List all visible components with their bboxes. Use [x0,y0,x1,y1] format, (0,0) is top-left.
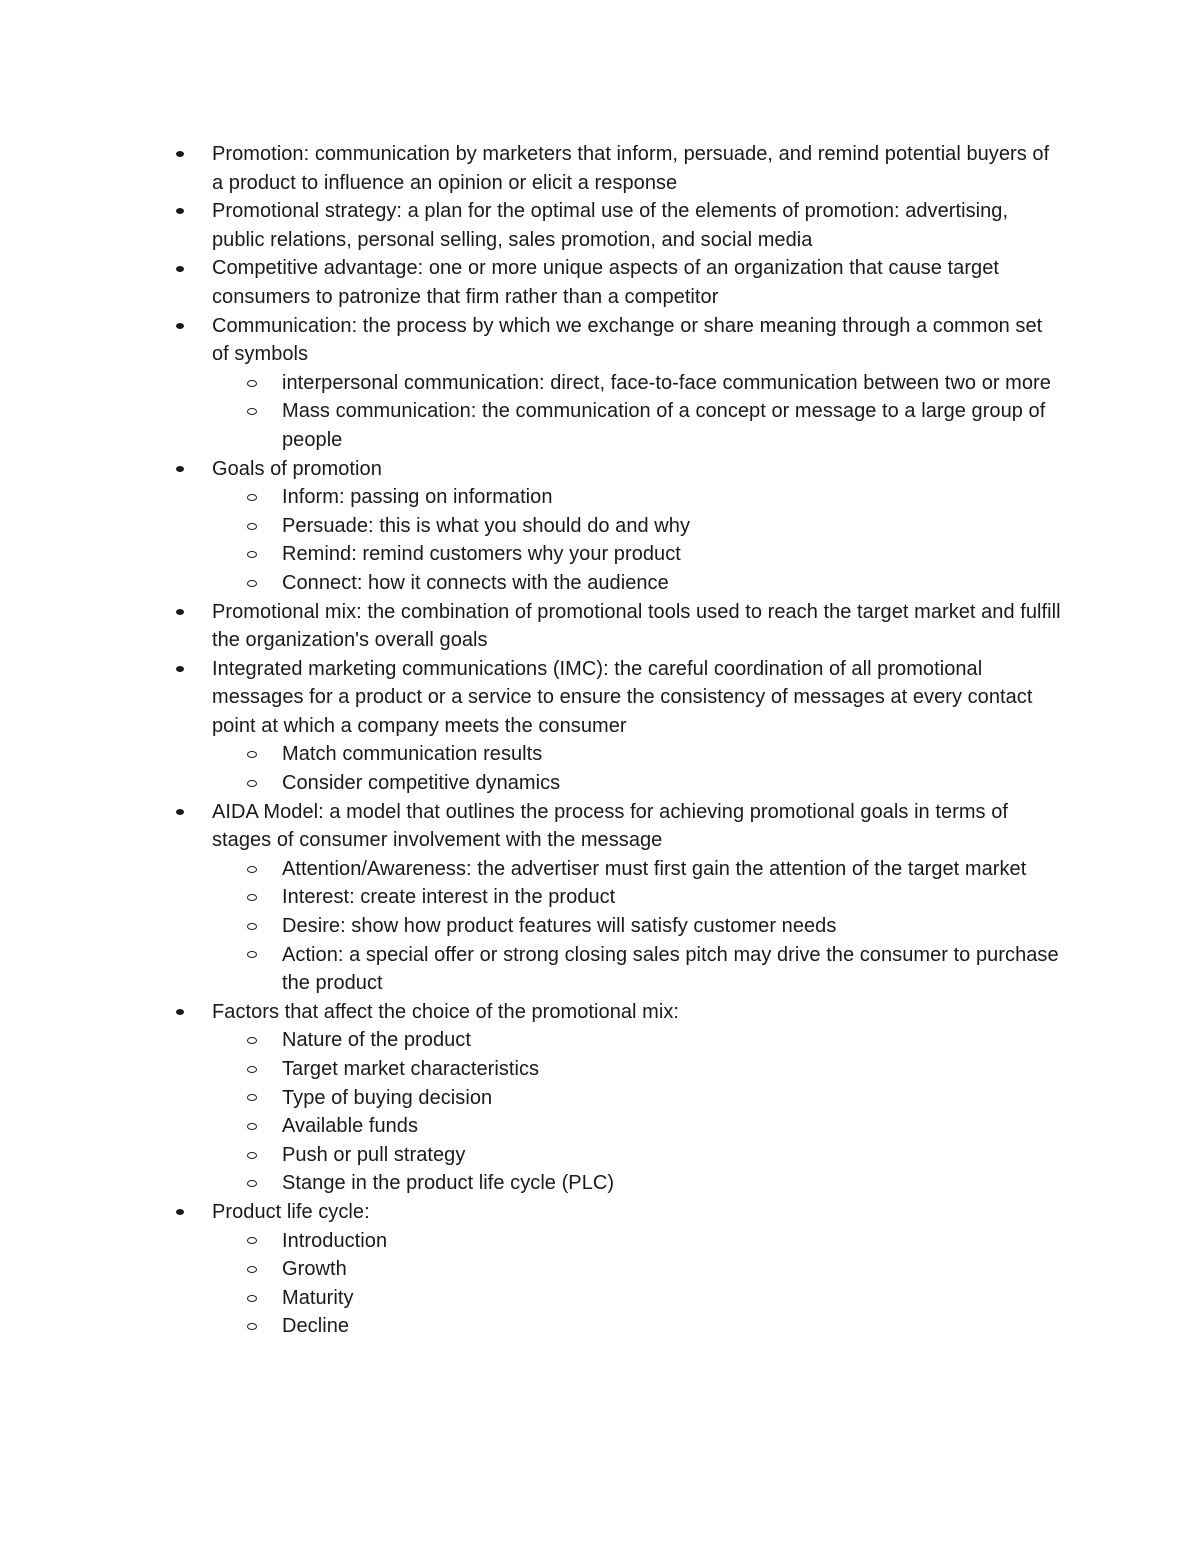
filled-bullet-icon [176,254,184,283]
hollow-bullet-icon [247,483,257,512]
item-text: Product life cycle: [212,1200,370,1223]
item-text: Goals of promotion [212,457,382,480]
sub-list-item [282,941,1062,998]
sub-list-item [282,855,1062,884]
filled-bullet-icon [176,798,184,827]
list-item [212,798,1062,855]
item-text: Promotion: communication by marketers that inform, persuade, and remind potential buyers of a product to influence an opinion or elicit a response [212,143,1050,194]
list-item [212,655,1062,741]
item-text: Factors that affect the choice of the promotional mix: [212,1000,680,1023]
item-text: Attention/Awareness: the advertiser must first gain the attention of the target market [282,857,1027,880]
hollow-bullet-icon [247,540,257,569]
sub-list-item [282,1312,1062,1341]
sub-list-item [282,1227,1062,1256]
list-item [212,1198,1062,1227]
hollow-bullet-icon [247,941,257,970]
list-item [212,254,1062,311]
sub-list-item [282,483,1062,512]
hollow-bullet-icon [247,883,257,912]
filled-bullet-icon [176,197,184,226]
hollow-bullet-icon [247,1055,257,1084]
sub-list-item [282,512,1062,541]
item-text: Introduction [282,1229,388,1252]
item-text: Available funds [282,1115,419,1138]
sub-list-item [282,1284,1062,1313]
item-text: Match communication results [282,743,543,766]
hollow-bullet-icon [247,1284,257,1313]
item-text: Push or pull strategy [282,1143,466,1166]
sub-list-item [282,883,1062,912]
hollow-bullet-icon [247,912,257,941]
hollow-bullet-icon [247,1026,257,1055]
item-text: Consider competitive dynamics [282,772,561,795]
item-text: Inform: passing on information [282,486,553,509]
list-item [212,455,1062,484]
filled-bullet-icon [176,598,184,627]
sub-list-item [282,1255,1062,1284]
item-text: Connect: how it connects with the audience [282,571,669,594]
filled-bullet-icon [176,655,184,684]
filled-bullet-icon [176,998,184,1027]
item-text: AIDA Model: a model that outlines the process for achieving promotional goals in terms of stages of consumer involvement with the message [212,800,1008,852]
hollow-bullet-icon [247,1169,257,1198]
hollow-bullet-icon [247,512,257,541]
filled-bullet-icon [176,455,184,484]
hollow-bullet-icon [247,1312,257,1341]
hollow-bullet-icon [247,1141,257,1170]
sub-list-item [282,369,1062,398]
sub-list-item [282,769,1062,798]
sub-list-item [282,1026,1062,1055]
filled-bullet-icon [176,140,184,169]
hollow-bullet-icon [247,1084,257,1113]
filled-bullet-icon [176,1198,184,1227]
hollow-bullet-icon [247,740,257,769]
item-text: Remind: remind customers why your product [282,543,681,566]
sub-list-item [282,1169,1062,1198]
sub-list-item [282,1084,1062,1113]
item-text: Interest: create interest in the product [282,886,616,909]
item-text: Promotional strategy: a plan for the optimal use of the elements of promotion: advertising, public relations, personal selling, sales promotion, and social media [212,200,1009,251]
list-item [212,197,1062,254]
item-text: Target market characteristics [282,1058,540,1080]
item-text: Type of buying decision [282,1086,493,1109]
sub-list-item [282,1055,1062,1084]
sub-list-item [282,569,1062,598]
sub-list-item [282,397,1062,454]
item-text: Communication: the process by which we exchange or share meaning through a common set of symbols [212,314,1043,366]
item-text: Decline [282,1315,350,1338]
hollow-bullet-icon [247,1255,257,1284]
item-text: Nature of the product [282,1029,471,1052]
hollow-bullet-icon [247,397,257,426]
list-item [212,312,1062,369]
sub-list-item [282,740,1062,769]
hollow-bullet-icon [247,1227,257,1256]
item-text: Stange in the product life cycle (PLC) [282,1172,615,1195]
sub-list-item [282,540,1062,569]
filled-bullet-icon [176,312,184,341]
list-item [212,998,1062,1027]
item-text: interpersonal communication: direct, face-to-face communication between two or more [282,371,1051,394]
notes-list [0,140,1200,1341]
item-text: Action: a special offer or strong closing sales pitch may drive the consumer to purchase the product [282,943,1059,995]
list-item [212,140,1062,197]
sub-list-item [282,1112,1062,1141]
list-item [212,598,1062,655]
sub-list-item [282,1141,1062,1170]
item-text: Desire: show how product features will satisfy customer needs [282,915,837,938]
item-text: Persuade: this is what you should do and why [282,514,691,537]
sub-list-item [282,912,1062,941]
hollow-bullet-icon [247,569,257,598]
item-text: Maturity [282,1286,354,1309]
item-text: Mass communication: the communication of a concept or message to a large group of people [282,400,1046,451]
item-text: Integrated marketing communications (IMC): the careful coordination of all promotional messages for a product or a service to ensure the consistency of messages at every contact point at which a company meets the consumer [212,657,1033,737]
hollow-bullet-icon [247,769,257,798]
hollow-bullet-icon [247,1112,257,1141]
item-text: Growth [282,1258,347,1281]
hollow-bullet-icon [247,369,257,398]
item-text: Promotional mix: the combination of promotional tools used to reach the target market and fulfill the organization's overall goals [212,600,1061,652]
hollow-bullet-icon [247,855,257,884]
item-text: Competitive advantage: one or more unique aspects of an organization that cause target consumers to patronize that firm rather than a competitor [212,257,1000,308]
